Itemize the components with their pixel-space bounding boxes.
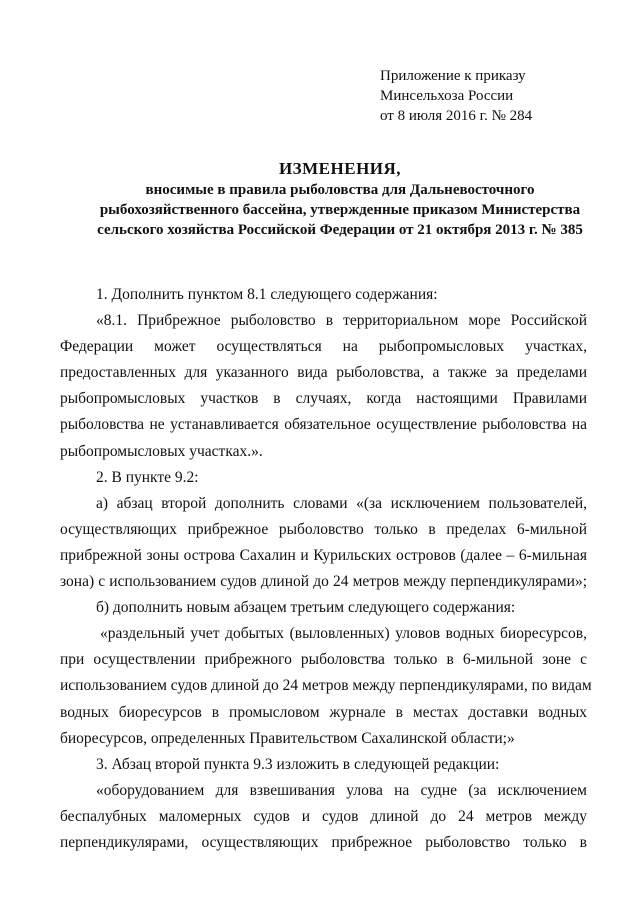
body-line: предоставленных для указанного вида рыболовства, а также за пределами: [60, 364, 587, 382]
appendix-line-2: Минсельхоза России: [380, 88, 514, 104]
body-line: зона) с использованием судов длиной до 24 метров между перпендикулярами»;: [60, 573, 587, 591]
body-line: б) дополнить новым абзацем третьим следующего содержания:: [96, 599, 516, 617]
appendix-line-1: Приложение к приказу: [380, 68, 526, 84]
body-line: а) абзац второй дополнить словами «(за исключением пользователей,: [96, 494, 587, 512]
body-line: рыболовства не устанавливается обязательное осуществление рыболовства на: [60, 416, 587, 434]
body-line: «оборудованием для взвешивания улова на судне (за исключением: [96, 781, 587, 799]
body-line: Федерации может осуществляться на рыбопромысловых участках,: [60, 338, 587, 356]
body-line: при осуществлении прибрежного рыболовства только в 6-мильной зоне с: [60, 651, 587, 669]
body-line: осуществляющих прибрежное рыболовство только в пределах 6-мильной: [60, 520, 587, 538]
body-line: перпендикулярами, осуществляющих прибрежное рыболовство только в: [60, 833, 587, 851]
body-line: биоресурсов, определенных Правительством Сахалинской области;»: [60, 729, 515, 747]
appendix-line-3: от 8 июля 2016 г. № 284: [380, 108, 533, 124]
body-line: 3. Абзац второй пункта 9.3 изложить в следующей редакции:: [96, 755, 500, 773]
body-line: водных биоресурсов в промысловом журнале в местах доставки водных: [60, 703, 587, 721]
body-line: прибрежной зоны острова Сахалин и Курильских островов (далее – 6-мильная: [60, 546, 587, 564]
body-line: использованием судов длиной до 24 метров между перпендикулярами, по видам: [60, 677, 592, 695]
body-line: беспалубных маломерных судов и судов длиной до 24 метров между: [60, 807, 587, 825]
body-line: «8.1. Прибрежное рыболовство в территориальном море Российской: [96, 312, 587, 330]
body-line: 1. Дополнить пунктом 8.1 следующего содержания:: [96, 286, 438, 303]
title-subline-3: сельского хозяйства Российской Федерации от 21 октября 2013 г. № 385: [97, 222, 583, 238]
title-subline-2: рыбохозяйственного бассейна, утвержденные приказом Министерства: [99, 202, 581, 218]
document-body: [60, 282, 592, 856]
body-line: рыбопромысловых участках.».: [60, 442, 263, 460]
body-line: «раздельный учет добытых (выловленных) уловов водных биоресурсов,: [100, 625, 587, 643]
title-heading: ИЗМЕНЕНИЯ,: [278, 159, 402, 178]
appendix-note: [380, 66, 532, 126]
body-line: рыбопромысловых участков в случаях, когда настоящими Правилами: [60, 390, 587, 408]
document-title: [60, 158, 620, 240]
title-subline-1: вносимые в правила рыболовства для Дальневосточного: [145, 182, 535, 198]
body-line: 2. В пункте 9.2:: [96, 468, 199, 486]
